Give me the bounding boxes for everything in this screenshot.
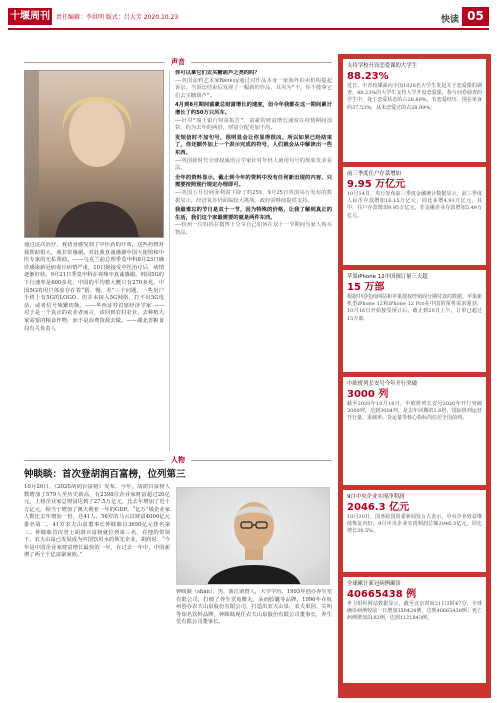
section-name: 快读 [440, 15, 459, 25]
stat-card [343, 377, 486, 485]
news-sidebar [338, 54, 491, 698]
voices-section-bar [24, 57, 332, 67]
stat-body: 根据中国电商网站和苹果授权经销商分期付款的数据，苹果新机型iPhone 12和iPhone 12 Pro在中国的预售需求强劲，10月16日开始接受预订后，截止到20日上午，订单已超过15万部。 [347, 294, 483, 322]
stat-card [343, 167, 486, 265]
stat-value: 3000 列 [347, 389, 389, 400]
stat-value: 88.23% [347, 71, 389, 82]
stat-title: 中欧班列长安号今年开行突破 [347, 381, 418, 387]
column-divider [169, 70, 170, 452]
editor-info: 责任编辑：李洪明 版式：吕大芳 2020.10.23 [56, 14, 179, 21]
quote-question: 4月到8月期间富豪总财富增长的速度，但今年我都在这一期间累计增长了约50万只风车。 [175, 102, 332, 116]
stat-body: 10月14日，央行发布前三季度金融统计数据显示，前三季度人民币存款增加16.15万亿元，同比多增4.93万亿元，其中，住户存款增加9.95万亿元，非金融企业存款增加5.49万亿元。 [347, 191, 482, 219]
quote-attribution: ——英国新时代全球权威语言学家针对年轻人使用句号的现象发表看法。 [175, 157, 332, 172]
stat-card [343, 577, 486, 683]
profile-body: 10月20日，《2020胡润百富榜》发布。今年，胡润百富榜人数增加了579人至历史新高，有2398位企业家财富超过20亿元。上榜企业家总财富达到了27.5万亿元，比去年增加了近十万亿元，相当于增加了澳大利亚一年的GDP。“亿万”级企业家人数比去年增加一倍，达41人。56岁的马云以财富4000亿元排名第二，41岁农夫山泉董事长钟睒睒以3650亿元排名第三。钟睒睒首次登上胡润百富榜就位列第三名，在他的带领下，农夫山泉已发展成为中国饮用水的领先企业。胡润说：“今年是中国企业家财富增长最快的一年，在过去一年中，中国新增了两个千亿富豪家族。” [24, 484, 170, 559]
paper-tag: 十堰周刊 [8, 8, 52, 25]
stat-title: 苹果iPhone 12中国预订量三天超 [347, 274, 428, 280]
voices-left-text: 通过这次治疗，我切身感受到了中医药的疗效，这些药物对我帮助很大，我非常感谢。对此我真诚感谢中国大使馆和中医专家的无私帮助。——乌克兰前总理季莫申科8月23日确诊感染新冠病毒且病情严重，10日她接受中医治疗后，病情逐渐好转。9月21日季莫申科在视频中真诚感谢。韩国5G的下行速率是600多兆，中国的平均数大概只有270多兆。中国5G的用户体验存在着“假、慢、差”三个问题，一些用户手机上有5G的LOGO，但并未接入5G网络，打不出5G电话，或者信号频繁切换。——华西证券首席经济学家 —— 对于是一个真正的农业者而言，该回到农村农业，去种植大家需要的粮食作物，而不是浪费资源去做。——湖北省粮食局有关负责人 [24, 242, 164, 332]
voices-title: 声音 [165, 57, 191, 67]
header-rule [8, 28, 489, 30]
quote-attribution: ——英国涂鸦艺术家Banksy通过对作品本身一家海外拍卖机构提起诉讼，当诉讼结束后发现了一幅新的作品，其名为“不，你不能拿它们去买糖葫芦”。 [175, 77, 332, 99]
stat-card [343, 59, 486, 162]
voices-photo [24, 70, 164, 238]
stat-value: 40665438 例 [347, 589, 417, 600]
profile-caption: 钟睒睒（shǎn），男，浙江诸暨人，大学学历。1993年创办养生堂有限公司，打破了养生堂龟鳖丸、朵而胶囊等品牌。1996年在杭州创办农夫山泉股份有限公司，打造出农夫山泉、农夫果园、尖叫等知名饮料品牌，钟睒睒现任农夫山泉股份有限公司董事长，养生堂有限公司董事长。 [176, 589, 332, 626]
stat-title: 前三季度住户存款增加 [347, 171, 401, 177]
quote-attribution: ——英国五月份商业利润下降了约25%，9月25日英国央行发布的数据显示，经济复苏仍面临较大挑战，政府需继续提供支持。 [175, 189, 332, 204]
profile-section-label: 人物 [165, 455, 191, 465]
stat-body: 近日，中青校媒面向全国1028名大学生发起关于恋爱课的调查，88.23%的大学生支持大学开设恋爱课，参与问卷调查的学生中，处于恋爱状态的占28.89%，有恋爱经历、现在单身的37.53%，从未恋爱过的占28.99%。 [347, 83, 482, 111]
stat-title: 9月中央企业实现净利润 [347, 494, 405, 500]
stat-title: 支持学校开设恋爱课的大学生 [347, 63, 418, 69]
page-number: 05 [462, 7, 489, 26]
profile-section-bar [24, 455, 332, 465]
quote-question: 发短信时不加句号，很明显会让你显得很凶。所以如果已经结束了，你还额外加上一个表示完成的符号，人们就会从中解读出一些东西。 [175, 134, 332, 156]
profile-portrait [176, 487, 330, 585]
stat-body: 10月20日，国务院国资委新闻发言人表示，中央企业效益继续恢复向好，9月中央企业实现利润总额2046.3亿元，同比增长34.5%。 [347, 514, 482, 535]
stat-body: 世卫组织网站数据显示，截至北京时间21日3时47分，全球确诊病例较前一日增加350424例，达到40665438例；死亡病例增加5192例，达到1121843例。 [347, 601, 482, 622]
quote-attribution: ——针对“瑞士银行财富报告”，富豪的财富增长速度在疫情期间加快，约为去年的两倍，财富分配更加不均。 [175, 117, 332, 132]
stat-value: 9.95 万亿元 [347, 179, 406, 190]
stat-value: 2046.3 亿元 [347, 502, 410, 513]
profile-headline: 钟睒睒：首次登胡润百富榜，位列第三 [24, 469, 186, 480]
voices-quotes [175, 70, 332, 454]
stat-title: 全球累计新冠病例确诊 [347, 581, 401, 587]
quote-question: 全年的资料显示，截止到今年的资料中没有任何新出现的内容，只需要按照现行规定办理即可。 [175, 174, 332, 189]
stat-card [343, 270, 486, 372]
page-header [0, 0, 497, 30]
quote-question: 你可以拿它们去买糖葫芦之类的吗？ [175, 70, 260, 76]
stat-value: 15 万部 [347, 282, 385, 293]
quote-question: 我最难忘的节日是双十一节，因为特殊的价格，让我了解到真正的生活，我们这个家最需要的就是两件东西。 [175, 207, 332, 221]
stat-body: 截至2020年10月18日，中欧班列长安号2020年开行突破3000列，达到3004列，是去年同期的1.6倍，国际班列运营开行量、重载率、货运量等核心指标均位居全国前列。 [347, 401, 482, 422]
stat-card [343, 490, 486, 572]
quote-attribution: ——杭州一位妈妈在微博上分享自己如何在双十一节期间为家人购买物品。 [175, 222, 332, 236]
